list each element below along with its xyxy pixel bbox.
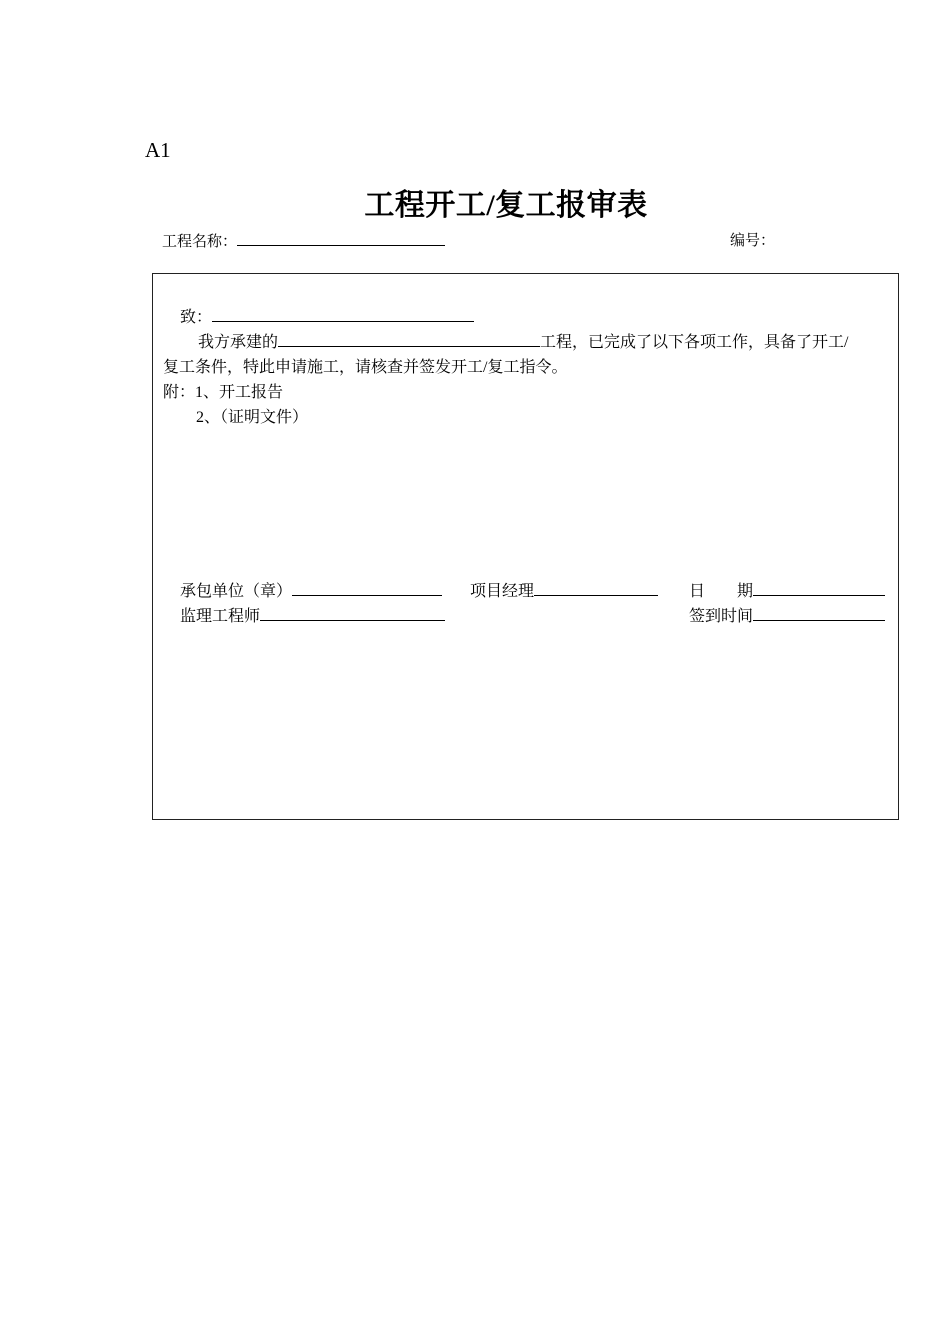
date-label: 日 期 [689, 583, 754, 600]
pm-label: 项目经理 [470, 583, 535, 600]
signtime-field[interactable] [753, 604, 885, 621]
addressee-field[interactable] [212, 305, 474, 322]
contracted-project-field[interactable] [278, 330, 540, 347]
para-suffix: 工程，已完成了以下各项工作，具备了开工/ [540, 334, 849, 351]
addressee-row [180, 304, 474, 327]
contractor-signature-row [180, 578, 442, 601]
signtime-row [689, 603, 885, 626]
contractor-label: 承包单位（章） [180, 583, 293, 600]
attachment-2: 2、（证明文件） [196, 409, 309, 426]
contractor-field[interactable] [292, 579, 442, 596]
date-field[interactable] [753, 579, 885, 596]
supervisor-field[interactable] [260, 604, 445, 621]
serial-no-row [730, 229, 775, 250]
form-code: A1 [145, 138, 171, 162]
project-name-label: 工程名称： [162, 234, 238, 250]
project-name-field[interactable] [237, 229, 445, 246]
serial-no-label: 编号： [730, 233, 776, 249]
para-prefix: 我方承建的 [198, 334, 279, 351]
paragraph-line-2: 复工条件，特此申请施工，请核查并签发开工/复工指令。 [163, 359, 568, 376]
page-title: 工程开工/复工报审表 [364, 189, 648, 222]
project-name-row [162, 229, 445, 251]
attachment-1: 附：1、开工报告 [163, 384, 284, 401]
signtime-label: 签到时间 [689, 608, 754, 625]
supervisor-label: 监理工程师 [180, 608, 261, 625]
to-label: 致： [180, 309, 213, 326]
date-row [689, 578, 885, 601]
supervisor-signature-row [180, 603, 445, 626]
pm-signature-row [470, 578, 658, 601]
paragraph-line-1 [198, 329, 848, 352]
pm-field[interactable] [534, 579, 658, 596]
